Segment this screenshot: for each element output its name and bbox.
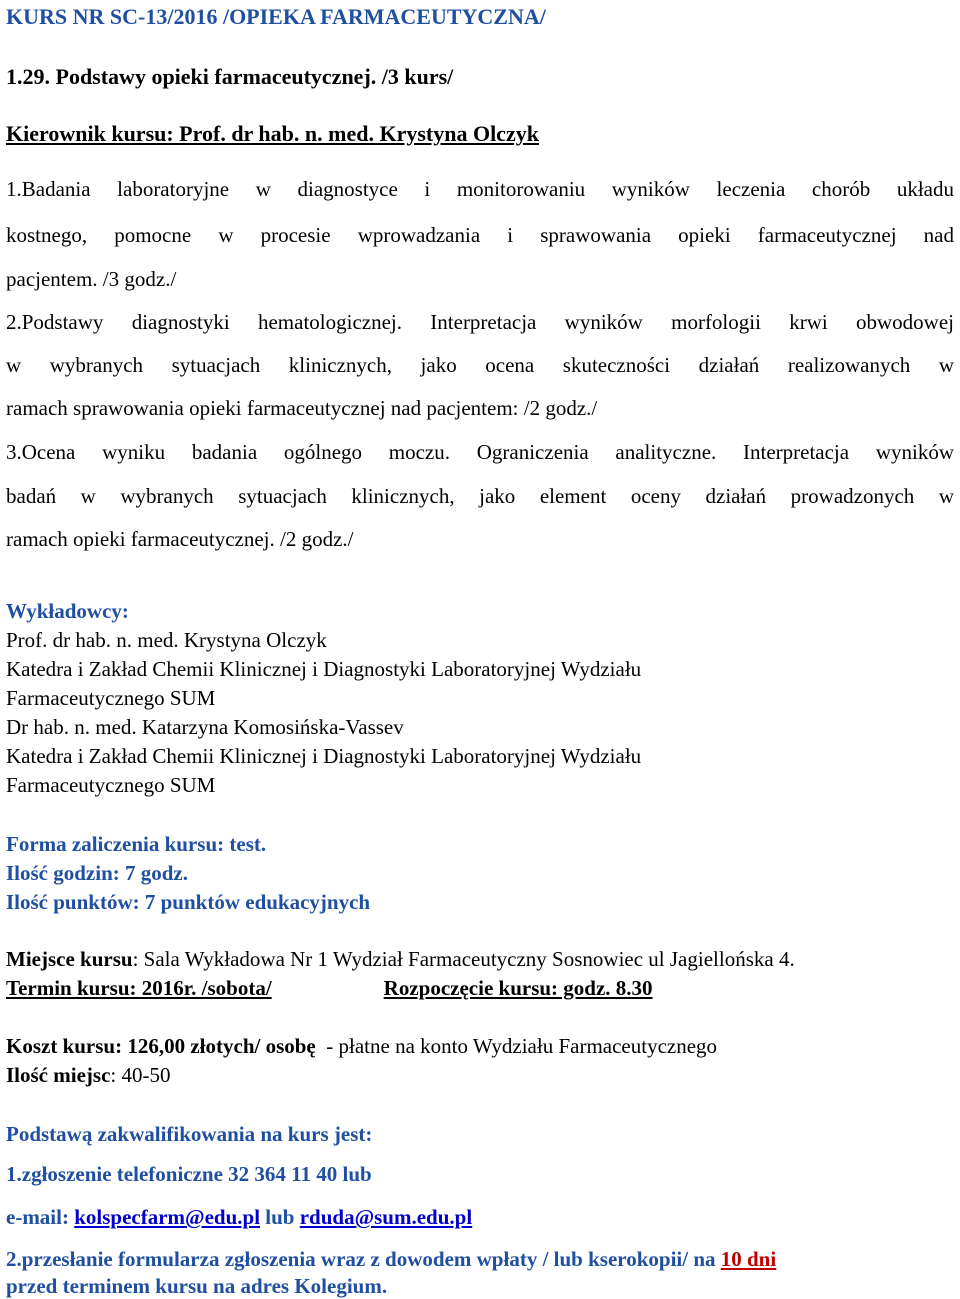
email-or: lub	[260, 1205, 300, 1229]
completion-form: Forma zaliczenia kursu: test.	[6, 832, 267, 856]
email-link-rduda[interactable]: rduda@sum.edu.pl	[299, 1205, 473, 1229]
topic-3-line-2: badań w wybranych sytuacjach klinicznych, jako element oceny działań prowadzonych w	[6, 484, 954, 508]
place-value: : Sala Wykładowa Nr 1 Wydział Farmaceutyczny Sosnowiec ul Jagiellońska 4.	[132, 947, 795, 971]
deadline-days: 10 dni	[720, 1247, 777, 1271]
course-title: KURS NR SC-13/2016 /OPIEKA FARMACEUTYCZNA/	[6, 4, 546, 29]
lecturer-2-name: Dr hab. n. med. Katarzyna Komosińska-Vassev	[6, 715, 404, 739]
place-label: Miejsce kursu	[6, 947, 133, 971]
topic-3-line-3: ramach opieki farmaceutycznej. /2 godz./	[6, 527, 354, 551]
seats-label: Ilość miejsc	[6, 1063, 111, 1087]
topic-1-line-1: 1.Badania laboratoryjne w diagnostyce i monitorowaniu wyników leczenia chorób układu	[6, 177, 954, 201]
lecturer-1-name: Prof. dr hab. n. med. Krystyna Olczyk	[6, 628, 327, 652]
qualification-form-line-2: przed terminem kursu na adres Kolegium.	[6, 1274, 388, 1298]
topic-2-line-2: w wybranych sytuacjach klinicznych, jako ocena skuteczności działań realizowanych w	[6, 353, 954, 377]
qualification-heading: Podstawą zakwalifikowania na kurs jest:	[6, 1122, 373, 1146]
topic-2-line-1: 2.Podstawy diagnostyki hematologicznej. Interpretacja wyników morfologii krwi obwodowej	[6, 310, 954, 334]
lecturer-2-dept: Katedra i Zakład Chemii Klinicznej i Diagnostyki Laboratoryjnej Wydziału	[6, 744, 642, 768]
course-subtitle: 1.29. Podstawy opieki farmaceutycznej. /3 kurs/	[6, 64, 454, 89]
lecturer-1-dept: Katedra i Zakład Chemii Klinicznej i Diagnostyki Laboratoryjnej Wydziału	[6, 657, 642, 681]
course-cost	[6, 1033, 717, 1059]
cost-label: Koszt kursu	[6, 1034, 116, 1058]
qualification-phone: 1.zgłoszenie telefoniczne 32 364 11 40 lub	[6, 1162, 372, 1186]
points-count: Ilość punktów: 7 punktów edukacyjnych	[6, 890, 371, 914]
topic-2-line-3: ramach sprawowania opieki farmaceutycznej nad pacjentem: /2 godz./	[6, 396, 598, 420]
term-start: Rozpoczęcie kursu: godz. 8.30	[383, 976, 653, 1000]
topic-3-line-1: 3.Ocena wyniku badania ogólnego moczu. Ograniczenia analityczne. Interpretacja wyników	[6, 440, 954, 464]
course-place	[6, 946, 795, 972]
course-seats	[6, 1062, 170, 1088]
form-text: 2.przesłanie formularza zgłoszenia wraz z dowodem wpłaty / lub kserokopii/ na	[6, 1247, 721, 1271]
lecturer-1-faculty: Farmaceutycznego SUM	[6, 686, 216, 710]
topic-1-line-3: pacjentem. /3 godz./	[6, 267, 177, 291]
qualification-email	[6, 1204, 472, 1230]
lecturers-heading: Wykładowcy:	[6, 599, 129, 623]
topic-1-line-2: kostnego, pomocne w procesie wprowadzania i sprawowania opieki farmaceutycznej nad	[6, 223, 954, 247]
lecturer-2-faculty: Farmaceutycznego SUM	[6, 773, 216, 797]
email-label: e-mail:	[6, 1205, 75, 1229]
course-director: Kierownik kursu: Prof. dr hab. n. med. Krystyna Olczyk	[6, 121, 539, 146]
cost-note: - płatne na konto Wydziału Farmaceutycznego	[315, 1034, 718, 1058]
hours-count: Ilość godzin: 7 godz.	[6, 861, 189, 885]
cost-amount: : 126,00 złotych/ osobę	[115, 1034, 316, 1058]
qualification-form-line-1	[6, 1246, 776, 1272]
email-link-kolspecfarm[interactable]: kolspecfarm@edu.pl	[74, 1205, 261, 1229]
seats-value: : 40-50	[110, 1063, 171, 1087]
term-label: Termin kursu: 2016r. /sobota/	[6, 976, 272, 1000]
course-term	[6, 975, 653, 1001]
